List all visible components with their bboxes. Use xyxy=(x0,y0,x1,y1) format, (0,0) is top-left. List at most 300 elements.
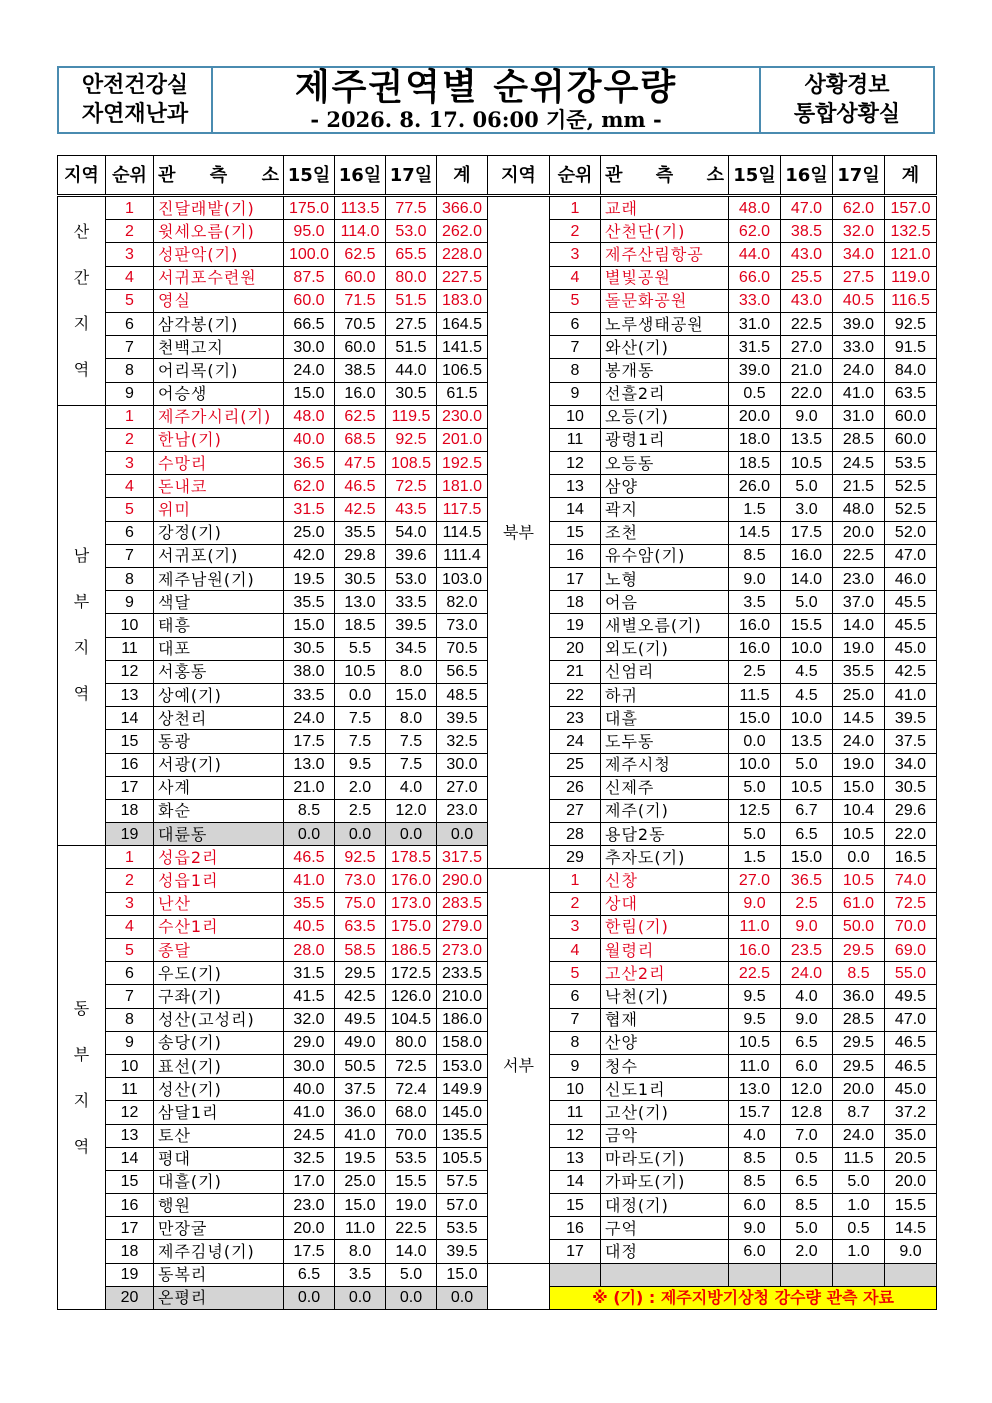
day17-cell: 37.0 xyxy=(833,591,885,614)
total-cell: 56.5 xyxy=(437,660,488,683)
day16-cell: 8.5 xyxy=(781,1194,833,1217)
day16-cell: 37.5 xyxy=(335,1078,386,1101)
station-cell: 삼각봉(기) xyxy=(154,312,284,335)
day16-cell: 0.0 xyxy=(335,683,386,706)
rank-cell: 9 xyxy=(106,591,154,614)
rank-cell: 14 xyxy=(550,498,601,521)
table-row xyxy=(488,289,937,312)
day15-cell: 30.0 xyxy=(284,336,335,359)
day17-cell: 119.5 xyxy=(386,405,437,428)
day15-cell: 1.5 xyxy=(729,846,781,869)
rank-cell: 13 xyxy=(550,475,601,498)
day16-cell: 70.5 xyxy=(335,312,386,335)
day15-cell: 17.5 xyxy=(284,730,335,753)
table-row xyxy=(488,799,937,822)
total-cell: 39.5 xyxy=(437,1240,488,1263)
day17-cell: 41.0 xyxy=(833,382,885,405)
rank-cell: 18 xyxy=(106,1240,154,1263)
footnote-row xyxy=(488,1286,937,1309)
rank-cell: 23 xyxy=(550,707,601,730)
table-row xyxy=(58,475,488,498)
table-row xyxy=(488,1124,937,1147)
rank-cell: 16 xyxy=(550,1217,601,1240)
station-cell: 신제주 xyxy=(601,776,729,799)
table-row xyxy=(488,1170,937,1193)
day16-cell: 5.0 xyxy=(781,475,833,498)
region-label: 북부 xyxy=(488,196,550,869)
left-rainfall-table xyxy=(57,155,488,1310)
day17-cell: 80.0 xyxy=(386,1031,437,1054)
day16-cell: 22.0 xyxy=(781,382,833,405)
column-header: 순위 xyxy=(550,156,601,196)
station-cell: 상예(기) xyxy=(154,683,284,706)
table-row xyxy=(488,243,937,266)
station-cell: 제주가시리(기) xyxy=(154,405,284,428)
total-cell: 37.5 xyxy=(885,730,937,753)
day16-cell: 9.0 xyxy=(781,405,833,428)
station-cell: 대흘(기) xyxy=(154,1170,284,1193)
page-subtitle: - 2026. 8. 17. 06:00 기준, mm - xyxy=(310,107,662,132)
table-row xyxy=(58,1263,488,1286)
rank-cell: 11 xyxy=(106,637,154,660)
table-row xyxy=(488,939,937,962)
day15-cell: 28.0 xyxy=(284,939,335,962)
day17-cell: 176.0 xyxy=(386,869,437,892)
day15-cell: 62.0 xyxy=(729,220,781,243)
day16-cell: 7.0 xyxy=(781,1124,833,1147)
station-cell: 신창 xyxy=(601,869,729,892)
blank-cell xyxy=(781,1263,833,1286)
station-cell: 와산(기) xyxy=(601,336,729,359)
day16-cell: 3.0 xyxy=(781,498,833,521)
total-cell: 69.0 xyxy=(885,939,937,962)
day17-cell: 0.5 xyxy=(833,1217,885,1240)
rank-cell: 20 xyxy=(106,1286,154,1309)
station-cell: 색달 xyxy=(154,591,284,614)
station-cell: 노형 xyxy=(601,568,729,591)
rank-cell: 5 xyxy=(106,939,154,962)
station-cell: 천백고지 xyxy=(154,336,284,359)
day17-cell: 23.0 xyxy=(833,568,885,591)
column-header: 순위 xyxy=(106,156,154,196)
total-cell: 53.5 xyxy=(885,452,937,475)
day17-cell: 8.5 xyxy=(833,962,885,985)
day16-cell: 58.5 xyxy=(335,939,386,962)
table-row xyxy=(58,498,488,521)
station-cell: 토산 xyxy=(154,1124,284,1147)
day17-cell: 14.5 xyxy=(833,707,885,730)
region-char: 남 xyxy=(73,546,90,566)
rank-cell: 8 xyxy=(106,568,154,591)
day16-cell: 13.5 xyxy=(781,730,833,753)
rank-cell: 9 xyxy=(550,1054,601,1077)
day16-cell: 2.5 xyxy=(781,892,833,915)
total-cell: 70.0 xyxy=(885,915,937,938)
day15-cell: 0.0 xyxy=(729,730,781,753)
day16-cell: 75.0 xyxy=(335,892,386,915)
day16-cell: 7.5 xyxy=(335,730,386,753)
table-row xyxy=(58,1031,488,1054)
rank-cell: 3 xyxy=(550,915,601,938)
table-row xyxy=(488,312,937,335)
day16-cell: 5.0 xyxy=(781,591,833,614)
rank-cell: 2 xyxy=(550,220,601,243)
region-label xyxy=(58,846,106,1310)
total-cell: 103.0 xyxy=(437,568,488,591)
region-char: 부 xyxy=(73,1044,90,1064)
day16-cell: 41.0 xyxy=(335,1124,386,1147)
rank-cell: 14 xyxy=(106,707,154,730)
day16-cell: 4.5 xyxy=(781,660,833,683)
total-cell: 49.5 xyxy=(885,985,937,1008)
station-cell: 산양 xyxy=(601,1031,729,1054)
table-row xyxy=(58,521,488,544)
day17-cell: 72.5 xyxy=(386,475,437,498)
day17-cell: 31.0 xyxy=(833,405,885,428)
station-cell: 수산1리 xyxy=(154,915,284,938)
station-cell: 오등동 xyxy=(601,452,729,475)
station-cell: 어리목(기) xyxy=(154,359,284,382)
station-cell: 곽지 xyxy=(601,498,729,521)
blank-cell xyxy=(550,1263,601,1286)
day16-cell: 43.0 xyxy=(781,289,833,312)
day17-cell: 40.5 xyxy=(833,289,885,312)
rank-cell: 10 xyxy=(550,405,601,428)
rank-cell: 8 xyxy=(550,359,601,382)
day17-cell: 29.5 xyxy=(833,1054,885,1077)
day15-cell: 22.5 xyxy=(729,962,781,985)
station-cell: 윗세오름(기) xyxy=(154,220,284,243)
station-cell: 제주김녕(기) xyxy=(154,1240,284,1263)
day17-cell: 4.0 xyxy=(386,776,437,799)
day17-cell: 35.5 xyxy=(833,660,885,683)
day15-cell: 14.5 xyxy=(729,521,781,544)
rank-cell: 26 xyxy=(550,776,601,799)
table-row xyxy=(488,382,937,405)
day17-cell: 175.0 xyxy=(386,915,437,938)
station-cell: 신엄리 xyxy=(601,660,729,683)
total-cell: 35.0 xyxy=(885,1124,937,1147)
day16-cell: 29.8 xyxy=(335,544,386,567)
day17-cell: 72.5 xyxy=(386,1054,437,1077)
region-label xyxy=(58,405,106,846)
day16-cell: 11.0 xyxy=(335,1217,386,1240)
station-cell: 고산(기) xyxy=(601,1101,729,1124)
day17-cell: 15.0 xyxy=(386,683,437,706)
rank-cell: 5 xyxy=(106,498,154,521)
rank-cell: 5 xyxy=(106,289,154,312)
day15-cell: 16.0 xyxy=(729,939,781,962)
table-row xyxy=(58,428,488,451)
day16-cell: 42.5 xyxy=(335,498,386,521)
day17-cell: 27.5 xyxy=(386,312,437,335)
region-char: 역 xyxy=(73,359,90,379)
day17-cell: 51.5 xyxy=(386,289,437,312)
header-row xyxy=(488,156,937,196)
rank-cell: 15 xyxy=(550,1194,601,1217)
day15-cell: 41.0 xyxy=(284,869,335,892)
table-row xyxy=(488,915,937,938)
rank-cell: 20 xyxy=(550,637,601,660)
total-cell: 45.0 xyxy=(885,1078,937,1101)
day15-cell: 10.5 xyxy=(729,1031,781,1054)
day17-cell: 15.0 xyxy=(833,776,885,799)
rank-cell: 11 xyxy=(550,1101,601,1124)
day15-cell: 26.0 xyxy=(729,475,781,498)
rank-cell: 7 xyxy=(106,336,154,359)
station-cell: 성읍2리 xyxy=(154,846,284,869)
total-cell: 46.5 xyxy=(885,1031,937,1054)
day15-cell: 40.0 xyxy=(284,1078,335,1101)
total-cell: 92.5 xyxy=(885,312,937,335)
day17-cell: 33.0 xyxy=(833,336,885,359)
day17-cell: 8.0 xyxy=(386,660,437,683)
total-cell: 46.0 xyxy=(885,568,937,591)
total-cell: 30.5 xyxy=(885,776,937,799)
total-cell: 366.0 xyxy=(437,196,488,220)
table-row xyxy=(488,776,937,799)
rank-cell: 17 xyxy=(550,568,601,591)
day17-cell: 24.0 xyxy=(833,730,885,753)
right-rainfall-table xyxy=(487,155,937,1310)
rank-cell: 3 xyxy=(106,452,154,475)
day15-cell: 40.0 xyxy=(284,428,335,451)
region-char: 동 xyxy=(73,998,90,1018)
table-row xyxy=(58,1008,488,1031)
total-cell: 283.5 xyxy=(437,892,488,915)
total-cell: 186.0 xyxy=(437,1008,488,1031)
station-cell: 노루생태공원 xyxy=(601,312,729,335)
total-cell: 52.5 xyxy=(885,475,937,498)
day17-cell: 34.5 xyxy=(386,637,437,660)
table-row xyxy=(488,660,937,683)
day16-cell: 5.0 xyxy=(781,1217,833,1240)
rank-cell: 16 xyxy=(106,1194,154,1217)
total-cell: 14.5 xyxy=(885,1217,937,1240)
day17-cell: 19.0 xyxy=(833,637,885,660)
station-cell: 선흘2리 xyxy=(601,382,729,405)
rank-cell: 29 xyxy=(550,846,601,869)
day16-cell: 21.0 xyxy=(781,359,833,382)
rank-cell: 4 xyxy=(550,939,601,962)
rank-cell: 13 xyxy=(106,1124,154,1147)
rank-cell: 11 xyxy=(106,1078,154,1101)
day15-cell: 23.0 xyxy=(284,1194,335,1217)
day17-cell: 21.5 xyxy=(833,475,885,498)
table-row xyxy=(58,1286,488,1309)
day15-cell: 48.0 xyxy=(729,196,781,220)
total-cell: 45.0 xyxy=(885,637,937,660)
rank-cell: 7 xyxy=(106,544,154,567)
rank-cell: 4 xyxy=(550,266,601,289)
day17-cell: 77.5 xyxy=(386,196,437,220)
day16-cell: 15.0 xyxy=(781,846,833,869)
day15-cell: 15.0 xyxy=(284,382,335,405)
total-cell: 53.5 xyxy=(437,1217,488,1240)
rank-cell: 3 xyxy=(106,243,154,266)
day16-cell: 7.5 xyxy=(335,707,386,730)
day16-cell: 10.0 xyxy=(781,637,833,660)
total-cell: 39.5 xyxy=(885,707,937,730)
day17-cell: 53.0 xyxy=(386,220,437,243)
table-row xyxy=(488,683,937,706)
day16-cell: 5.5 xyxy=(335,637,386,660)
day15-cell: 6.0 xyxy=(729,1240,781,1263)
rank-cell: 27 xyxy=(550,799,601,822)
day15-cell: 3.5 xyxy=(729,591,781,614)
day15-cell: 31.5 xyxy=(729,336,781,359)
station-cell: 구좌(기) xyxy=(154,985,284,1008)
table-row xyxy=(58,799,488,822)
station-cell: 삼달1리 xyxy=(154,1101,284,1124)
day15-cell: 35.5 xyxy=(284,591,335,614)
rank-cell: 4 xyxy=(106,475,154,498)
table-row xyxy=(58,1170,488,1193)
day15-cell: 31.5 xyxy=(284,498,335,521)
station-cell: 난산 xyxy=(154,892,284,915)
day17-cell: 20.0 xyxy=(833,521,885,544)
total-cell: 116.5 xyxy=(885,289,937,312)
day15-cell: 15.0 xyxy=(284,614,335,637)
station-cell: 만장굴 xyxy=(154,1217,284,1240)
table-row xyxy=(488,1054,937,1077)
total-cell: 32.5 xyxy=(437,730,488,753)
rank-cell: 19 xyxy=(106,823,154,846)
day15-cell: 21.0 xyxy=(284,776,335,799)
day17-cell: 24.0 xyxy=(833,359,885,382)
day16-cell: 18.5 xyxy=(335,614,386,637)
station-cell: 금악 xyxy=(601,1124,729,1147)
day16-cell: 0.0 xyxy=(335,1286,386,1309)
day15-cell: 17.0 xyxy=(284,1170,335,1193)
day15-cell: 16.0 xyxy=(729,614,781,637)
total-cell: 73.0 xyxy=(437,614,488,637)
day16-cell: 12.0 xyxy=(781,1078,833,1101)
total-cell: 45.5 xyxy=(885,614,937,637)
total-cell: 45.5 xyxy=(885,591,937,614)
day17-cell: 10.5 xyxy=(833,823,885,846)
total-cell: 57.0 xyxy=(437,1194,488,1217)
day15-cell: 8.5 xyxy=(729,1170,781,1193)
station-cell: 대흘 xyxy=(601,707,729,730)
rank-cell: 7 xyxy=(550,1008,601,1031)
rank-cell: 4 xyxy=(106,915,154,938)
day15-cell: 9.5 xyxy=(729,985,781,1008)
day17-cell: 19.0 xyxy=(833,753,885,776)
total-cell: 9.0 xyxy=(885,1240,937,1263)
day15-cell: 87.5 xyxy=(284,266,335,289)
report-header xyxy=(57,66,935,134)
table-row xyxy=(488,1008,937,1031)
station-cell: 어승생 xyxy=(154,382,284,405)
day16-cell: 30.5 xyxy=(335,568,386,591)
column-header: 16일 xyxy=(781,156,833,196)
day15-cell: 5.0 xyxy=(729,823,781,846)
total-cell: 34.0 xyxy=(885,753,937,776)
blank-cell xyxy=(601,1263,729,1286)
total-cell: 117.5 xyxy=(437,498,488,521)
day15-cell: 15.0 xyxy=(729,707,781,730)
rank-cell: 6 xyxy=(550,312,601,335)
total-cell: 317.5 xyxy=(437,846,488,869)
table-row xyxy=(58,1101,488,1124)
day16-cell: 6.5 xyxy=(781,823,833,846)
total-cell: 290.0 xyxy=(437,869,488,892)
region-char: 지 xyxy=(73,638,90,658)
day16-cell: 42.5 xyxy=(335,985,386,1008)
day17-cell: 44.0 xyxy=(386,359,437,382)
day15-cell: 5.0 xyxy=(729,776,781,799)
table-row xyxy=(58,1194,488,1217)
day16-cell: 38.5 xyxy=(781,220,833,243)
station-cell: 돌문화공원 xyxy=(601,289,729,312)
total-cell: 82.0 xyxy=(437,591,488,614)
rank-cell: 1 xyxy=(550,869,601,892)
day15-cell: 40.5 xyxy=(284,915,335,938)
region-char: 부 xyxy=(73,592,90,612)
table-row xyxy=(58,382,488,405)
day16-cell: 2.0 xyxy=(335,776,386,799)
table-row xyxy=(488,846,937,869)
day17-cell: 15.5 xyxy=(386,1170,437,1193)
day15-cell: 30.0 xyxy=(284,1054,335,1077)
table-row xyxy=(58,266,488,289)
column-header: 17일 xyxy=(386,156,437,196)
day16-cell: 114.0 xyxy=(335,220,386,243)
day15-cell: 12.5 xyxy=(729,799,781,822)
day17-cell: 28.5 xyxy=(833,428,885,451)
table-row xyxy=(488,521,937,544)
day17-cell: 70.0 xyxy=(386,1124,437,1147)
day15-cell: 9.0 xyxy=(729,1217,781,1240)
table-row xyxy=(488,591,937,614)
day15-cell: 48.0 xyxy=(284,405,335,428)
total-cell: 135.5 xyxy=(437,1124,488,1147)
table-row xyxy=(488,707,937,730)
station-cell: 용담2동 xyxy=(601,823,729,846)
day16-cell: 9.5 xyxy=(335,753,386,776)
station-cell: 새별오름(기) xyxy=(601,614,729,637)
table-row xyxy=(58,962,488,985)
total-cell: 141.5 xyxy=(437,336,488,359)
table-row xyxy=(58,591,488,614)
day17-cell: 62.0 xyxy=(833,196,885,220)
total-cell: 157.0 xyxy=(885,196,937,220)
day17-cell: 39.5 xyxy=(386,614,437,637)
table-row xyxy=(488,544,937,567)
total-cell: 262.0 xyxy=(437,220,488,243)
table-row xyxy=(58,637,488,660)
day16-cell: 12.8 xyxy=(781,1101,833,1124)
day16-cell: 60.0 xyxy=(335,266,386,289)
day16-cell: 5.0 xyxy=(781,753,833,776)
day17-cell: 34.0 xyxy=(833,243,885,266)
day15-cell: 20.0 xyxy=(284,1217,335,1240)
total-cell: 181.0 xyxy=(437,475,488,498)
day17-cell: 24.0 xyxy=(833,1124,885,1147)
day15-cell: 38.0 xyxy=(284,660,335,683)
day17-cell: 11.5 xyxy=(833,1147,885,1170)
rank-cell: 11 xyxy=(550,428,601,451)
day16-cell: 10.5 xyxy=(781,776,833,799)
day15-cell: 2.5 xyxy=(729,660,781,683)
day17-cell: 32.0 xyxy=(833,220,885,243)
total-cell: 230.0 xyxy=(437,405,488,428)
day15-cell: 1.5 xyxy=(729,498,781,521)
station-cell: 서귀포수련원 xyxy=(154,266,284,289)
day15-cell: 41.0 xyxy=(284,1101,335,1124)
table-row xyxy=(488,266,937,289)
